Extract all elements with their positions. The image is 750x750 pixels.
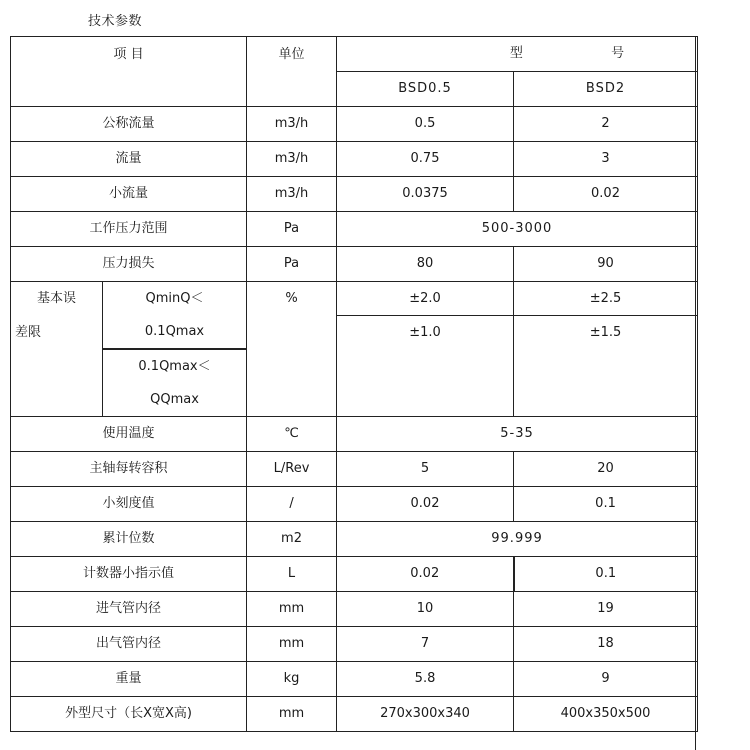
row-unit: mm	[247, 592, 337, 627]
table-row	[11, 487, 698, 522]
row-unit: Pa	[247, 212, 337, 247]
row-value-merged: 5-35	[337, 417, 698, 452]
row-unit: Pa	[247, 247, 337, 282]
row-unit: L	[247, 557, 337, 592]
error-value-2b: ±1.5	[589, 325, 622, 340]
error-values-1	[337, 282, 514, 417]
header-model	[337, 37, 698, 72]
table-row	[11, 107, 698, 142]
table-row	[11, 627, 698, 662]
error-label-2: 差限	[15, 325, 42, 340]
row-value-1: 0.75	[337, 142, 514, 177]
row-value-2: 0.1	[514, 557, 698, 592]
cond1-line2: 0.1Qmax	[144, 323, 205, 339]
table-row	[11, 662, 698, 697]
table-row	[11, 212, 698, 247]
row-unit: m3/h	[247, 107, 337, 142]
row-value-2: 18	[514, 627, 698, 662]
header-model-a: 型	[509, 46, 523, 61]
row-label: 使用温度	[11, 417, 247, 452]
row-unit: ℃	[247, 417, 337, 452]
cond2-line2: QQmax	[150, 391, 199, 407]
row-value-2: 9	[514, 662, 698, 697]
error-label-1: 基本误	[36, 291, 76, 306]
page-title: 技术参数	[88, 14, 143, 29]
row-label: 出气管内径	[11, 627, 247, 662]
row-value-1: 0.02	[337, 487, 514, 522]
row-value-2: 0.1	[514, 487, 698, 522]
row-value-1: 7	[337, 627, 514, 662]
row-value-2: 3	[514, 142, 698, 177]
row-label: 压力损失	[11, 247, 247, 282]
table-row	[11, 247, 698, 282]
table-row	[11, 522, 698, 557]
header-item: 项 目	[11, 37, 247, 107]
row-value-2: 0.02	[514, 177, 698, 212]
error-value-1b: ±1.0	[409, 325, 441, 340]
row-label: 工作压力范围	[11, 212, 247, 247]
row-value-2: 20	[514, 452, 698, 487]
spec-table	[10, 36, 698, 732]
row-unit: mm	[247, 697, 337, 732]
row-label: 累计位数	[11, 522, 247, 557]
table-row	[11, 282, 698, 417]
row-value-2: 2	[514, 107, 698, 142]
row-unit: L/Rev	[247, 452, 337, 487]
table-row	[11, 37, 698, 72]
table-row	[11, 592, 698, 627]
row-value-2: 400x350x500	[514, 697, 698, 732]
row-value-merged: 99.999	[337, 522, 698, 557]
error-value-2a: ±2.5	[514, 282, 697, 316]
row-value-1: 5.8	[337, 662, 514, 697]
error-conditions	[103, 282, 247, 417]
error-unit: %	[247, 282, 337, 417]
row-value-2: 19	[514, 592, 698, 627]
error-values-2	[514, 282, 698, 417]
row-label: 主轴每转容积	[11, 452, 247, 487]
table-row	[11, 177, 698, 212]
row-label: 外型尺寸（长X宽X高)	[11, 697, 247, 732]
row-label: 进气管内径	[11, 592, 247, 627]
row-label: 流量	[11, 142, 247, 177]
error-label-cell	[11, 282, 103, 417]
cond2-line1: 0.1Qmax＜	[138, 358, 211, 374]
row-unit: m3/h	[247, 142, 337, 177]
row-value-2: 90	[514, 247, 698, 282]
row-label: 小刻度值	[11, 487, 247, 522]
row-unit: kg	[247, 662, 337, 697]
cond1-line1: QminQ＜	[145, 290, 204, 306]
row-label: 公称流量	[11, 107, 247, 142]
table-row	[11, 142, 698, 177]
row-label: 计数器小指示值	[11, 557, 247, 592]
row-value-1: 0.0375	[337, 177, 514, 212]
row-value-1: 10	[337, 592, 514, 627]
row-label: 小流量	[11, 177, 247, 212]
table-row	[11, 697, 698, 732]
table-row	[11, 557, 698, 592]
header-model-b: 号	[611, 46, 625, 61]
row-unit: m2	[247, 522, 337, 557]
row-value-merged: 500-3000	[337, 212, 698, 247]
row-label: 重量	[11, 662, 247, 697]
row-unit: /	[247, 487, 337, 522]
row-unit: m3/h	[247, 177, 337, 212]
error-value-1a: ±2.0	[337, 282, 513, 316]
header-model-2: BSD2	[514, 72, 698, 107]
row-unit: mm	[247, 627, 337, 662]
row-value-1: 0.02	[337, 557, 514, 592]
row-value-1: 270x300x340	[337, 697, 514, 732]
row-value-1: 0.5	[337, 107, 514, 142]
table-row	[11, 417, 698, 452]
header-unit: 单位	[247, 37, 337, 107]
row-value-1: 5	[337, 452, 514, 487]
table-row	[11, 452, 698, 487]
header-model-1: BSD0.5	[337, 72, 514, 107]
row-value-1: 80	[337, 247, 514, 282]
